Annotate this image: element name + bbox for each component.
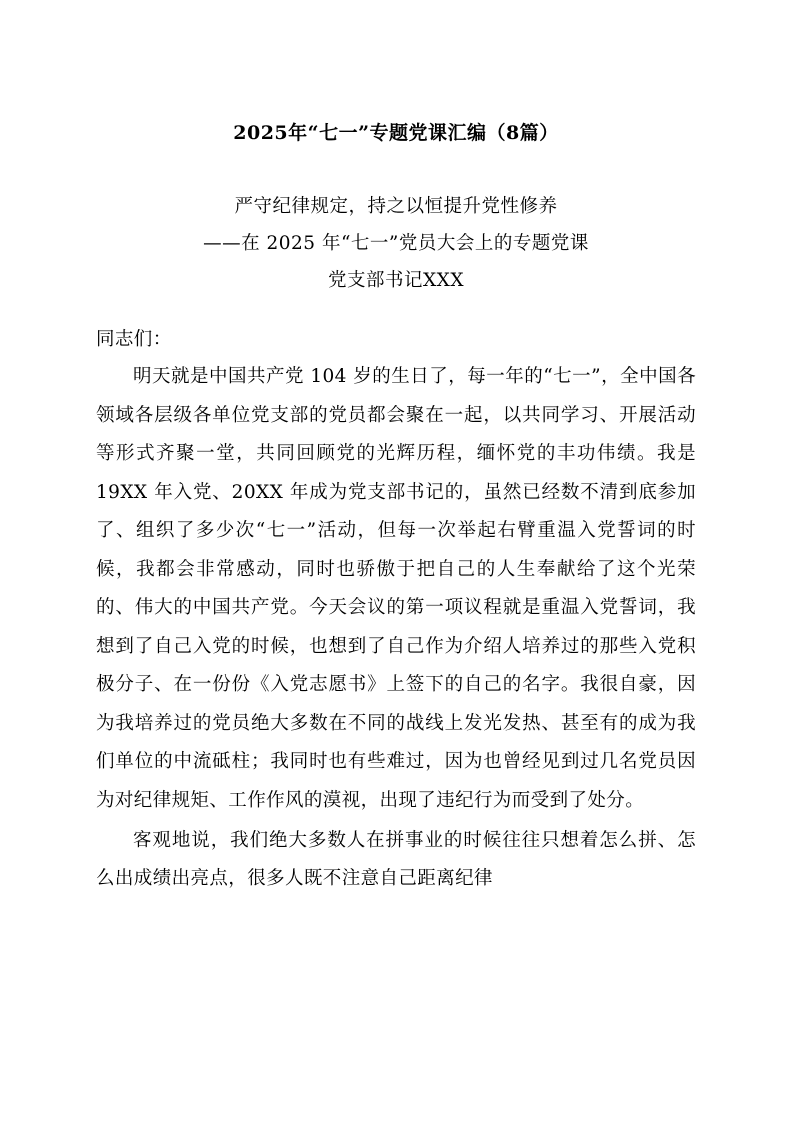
subtitle-block	[96, 188, 696, 299]
subtitle-line-1: 严守纪律规定，持之以恒提升党性修养	[234, 196, 558, 218]
subtitle-line-3: 党支部书记XXX	[327, 270, 464, 292]
body-paragraph-1: 明天就是中国共产党 104 岁的生日了，每一年的“七一”，全中国各领域各层级各单位党支部的党员都会聚在一起，以共同学习、开展活动等形式齐聚一堂，共同回顾党的光辉历程，缅怀党的丰功伟绩。我是 19XX 年入党、20XX 年成为党支部书记的，虽然已经数不清到底参加了、组织了多少次“七一”活动，但每一次举起右臂重温入党誓词的时候，我都会非常感动，同时也骄傲于把自己的人生奉献给了这个光荣的、伟大的中国共产党。今天会议的第一项议程就是重温入党誓词，我想到了自己入党的时候，也想到了自己作为介绍人培养过的那些入党积极分子、在一份份《入党志愿书》上签下的自己的名字。我很自豪，因为我培养过的党员绝大多数在不同的战线上发光发热、甚至有的成为我们单位的中流砥柱；我同时也有些难过，因为也曾经见到过几名党员因为对纪律规矩、工作作风的漠视，出现了违纪行为而受到了处分。	[96, 366, 696, 811]
page-title: 2025年“七一”专题党课汇编（8篇）	[233, 122, 559, 144]
salutation: 同志们：	[96, 329, 172, 351]
body-paragraph-2: 客观地说，我们绝大多数人在拼事业的时候往往只想着怎么拼、怎么出成绩出亮点，很多人既不注意自己距离纪律	[96, 830, 696, 890]
document-body	[96, 96, 696, 899]
subtitle-line-2: ——在 2025 年“七一”党员大会上的专题党课	[203, 233, 589, 255]
